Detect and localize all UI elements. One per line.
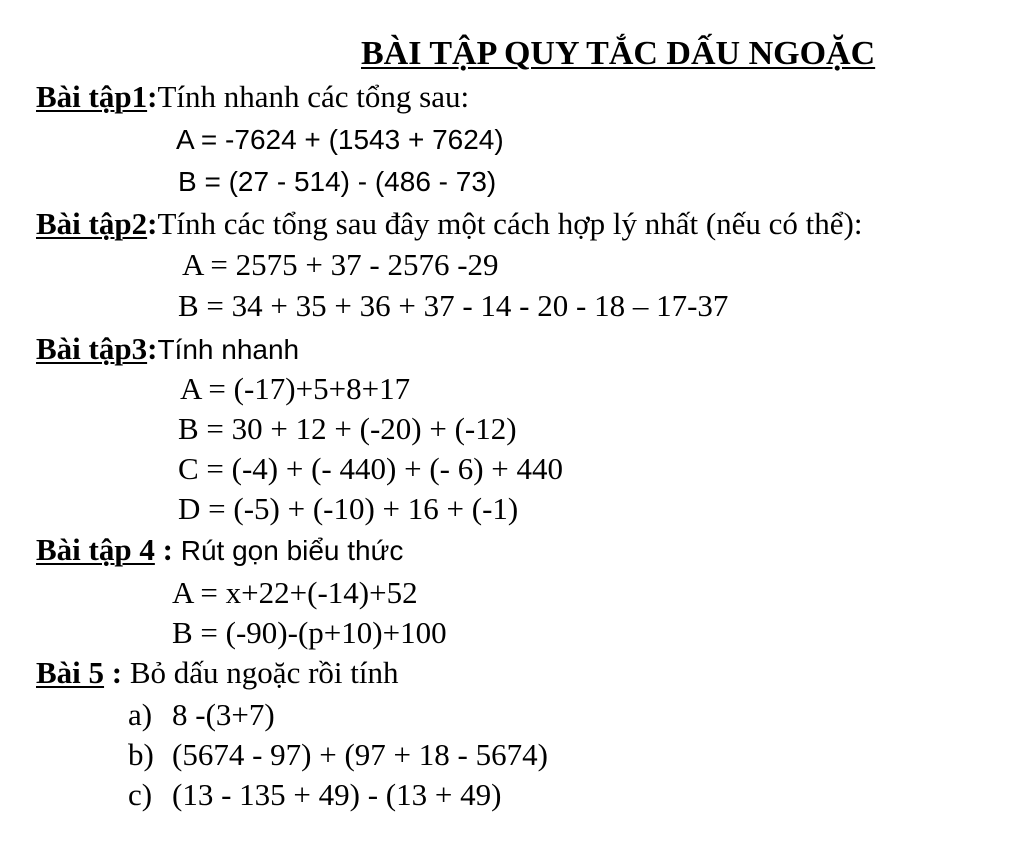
exercise-4-label: Bài tập 4 (36, 532, 155, 567)
exercise-2-instruction: Tính các tổng sau đây một cách hợp lý nhất (nếu có thể): (157, 206, 863, 241)
exercise-2-line-b: B = 34 + 35 + 36 + 37 - 14 - 20 - 18 – 17-37 (178, 288, 729, 323)
exercise-3-line-b: B = 30 + 12 + (-20) + (-12) (178, 411, 517, 446)
exercise-1-colon: : (147, 79, 158, 114)
exercise-3-line-c: C = (-4) + (- 440) + (- 6) + 440 (178, 451, 564, 486)
exercise-3-instruction: Tính nhanh (157, 334, 300, 365)
exercise-5-label: Bài 5 (36, 655, 105, 690)
exercise-5-item-a-expr: 8 -(3+7) (172, 697, 275, 732)
exercise-5-item-a-label: a) (128, 697, 153, 732)
exercise-1-instruction: Tính nhanh các tổng sau: (157, 79, 470, 114)
exercise-4-line-b: B = (-90)-(p+10)+100 (172, 615, 447, 650)
exercise-4-instruction: Rút gọn biểu thức (172, 535, 404, 566)
exercise-5-instruction: Bỏ dấu ngoặc rồi tính (122, 655, 399, 690)
exercise-1-heading (36, 79, 469, 121)
exercise-3-label: Bài tập3 (36, 331, 148, 366)
exercise-5-item-c-expr: (13 - 135 + 49) - (13 + 49) (172, 777, 502, 812)
exercise-5-item-a (128, 697, 275, 733)
exercise-3-heading (36, 331, 299, 373)
exercise-5-heading (36, 655, 399, 697)
exercise-1-line-b: B = (27 - 514) - (486 - 73) (178, 166, 497, 197)
exercise-3-line-d: D = (-5) + (-10) + 16 + (-1) (178, 491, 519, 526)
exercise-4-heading (36, 532, 403, 574)
exercise-5-item-b-expr: (5674 - 97) + (97 + 18 - 5674) (172, 737, 548, 772)
exercise-3-line-a: A = (-17)+5+8+17 (180, 371, 411, 406)
exercise-2-label: Bài tập2 (36, 206, 148, 241)
exercise-5-item-b-label: b) (128, 737, 154, 772)
exercise-2-line-a: A = 2575 + 37 - 2576 -29 (182, 247, 499, 282)
exercise-5-item-c (128, 777, 501, 813)
exercise-4-colon: : (154, 532, 173, 567)
exercise-5-colon: : (104, 655, 123, 690)
exercise-2-colon: : (147, 206, 158, 241)
exercise-3-colon: : (147, 331, 158, 366)
exercise-2-heading (36, 206, 863, 248)
exercise-5-item-b (128, 737, 548, 773)
worksheet-title: BÀI TẬP QUY TẮC DẤU NGOẶC (361, 35, 876, 72)
exercise-1-line-a: A = -7624 + (1543 + 7624) (176, 124, 504, 155)
exercise-5-item-c-label: c) (128, 777, 153, 812)
exercise-1-label: Bài tập1 (36, 79, 148, 114)
exercise-4-line-a: A = x+22+(-14)+52 (172, 575, 418, 610)
